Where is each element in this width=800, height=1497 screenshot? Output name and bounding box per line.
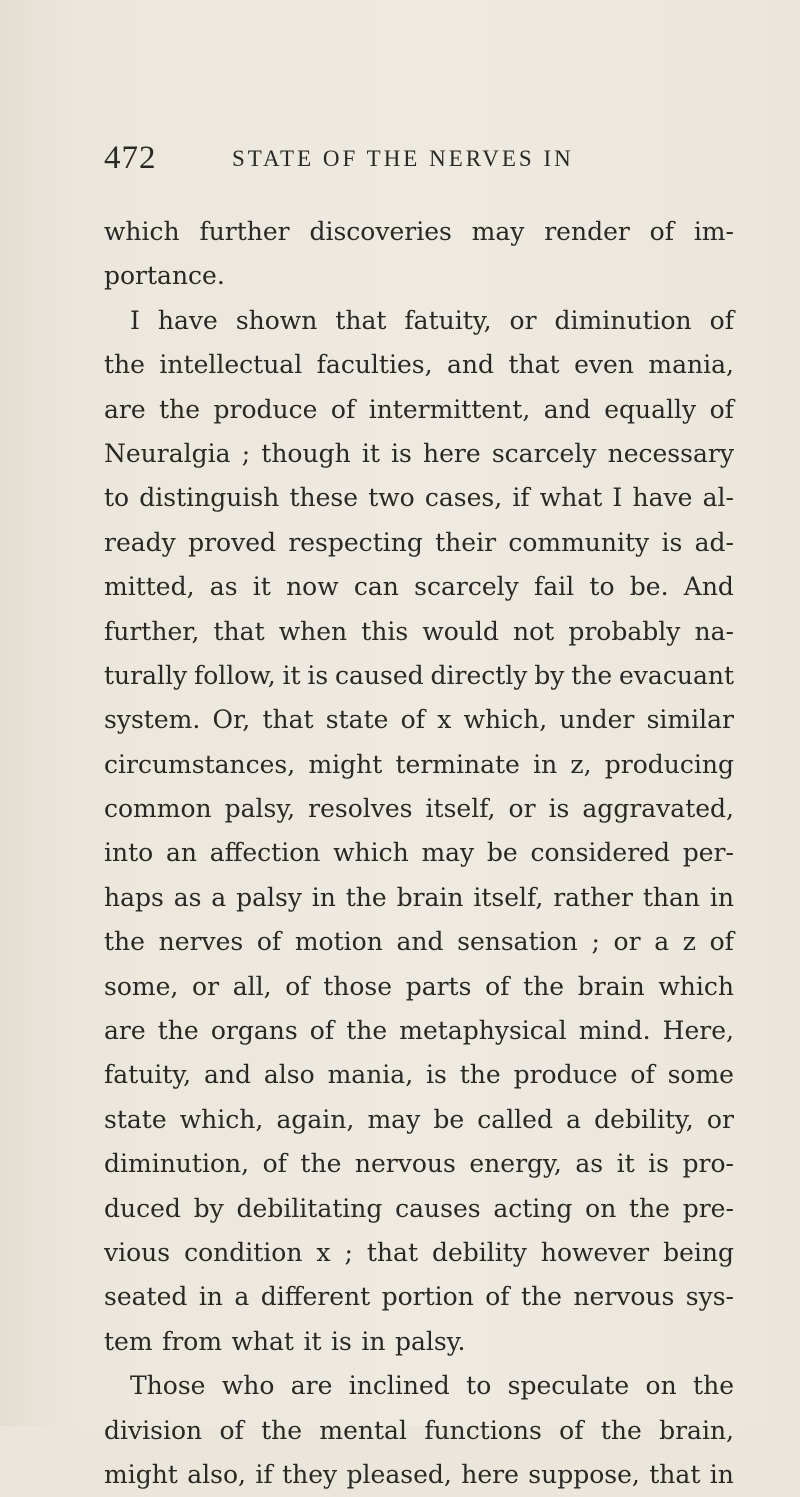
- text-line: [104, 521, 734, 565]
- word: pleased,: [346, 1459, 452, 1489]
- word: z,: [570, 749, 592, 779]
- word: some,: [104, 971, 179, 1001]
- word: the: [346, 1016, 388, 1046]
- word: Neuralgia: [104, 438, 231, 468]
- word: further,: [104, 616, 200, 646]
- word: which: [104, 217, 180, 246]
- word: inclined: [348, 1371, 450, 1401]
- word: common: [104, 794, 212, 824]
- word: pro-: [682, 1149, 734, 1179]
- word: which,: [463, 705, 548, 735]
- word: again,: [276, 1104, 355, 1134]
- text-line: [104, 1009, 734, 1053]
- word: itself,: [425, 794, 496, 824]
- word: intellectual: [159, 350, 303, 380]
- word: the: [693, 1371, 734, 1401]
- word: diminution: [554, 305, 692, 335]
- word: produce: [513, 1060, 618, 1090]
- word: haps: [104, 882, 164, 912]
- word: or: [508, 794, 536, 824]
- running-head: STATE OF THE NERVES IN: [232, 146, 574, 171]
- word: scarcely: [491, 438, 597, 468]
- word: community: [508, 527, 650, 557]
- word: energy,: [469, 1149, 562, 1179]
- word: producing: [604, 749, 734, 779]
- word: by: [193, 1193, 224, 1223]
- word: directly: [430, 660, 528, 690]
- word: parts: [405, 971, 472, 1001]
- word: or: [613, 927, 641, 957]
- word: And: [683, 572, 734, 602]
- word: of: [630, 1060, 655, 1090]
- word: of: [485, 1282, 510, 1312]
- word: palsy.: [394, 1326, 466, 1356]
- word: the: [157, 1016, 199, 1046]
- word: it: [361, 438, 380, 468]
- word: seated: [104, 1282, 188, 1312]
- word: from: [162, 1326, 223, 1356]
- page-number: 472: [104, 140, 157, 176]
- text-line: [104, 610, 734, 654]
- word: and: [447, 350, 495, 380]
- word: or: [706, 1104, 734, 1134]
- word: the: [104, 350, 145, 380]
- word: follow,: [193, 660, 276, 690]
- word: these: [289, 483, 359, 513]
- word: is: [307, 660, 329, 690]
- word: different: [260, 1282, 371, 1312]
- word: are: [104, 1016, 146, 1046]
- word: z: [682, 927, 696, 957]
- page-header: [104, 138, 724, 178]
- text-line: [104, 920, 734, 964]
- word: duced: [104, 1193, 181, 1223]
- word: some: [667, 1060, 734, 1090]
- word: Those: [130, 1371, 206, 1401]
- word: vious: [104, 1237, 171, 1267]
- word: acting: [493, 1193, 573, 1223]
- word: na-: [694, 616, 734, 646]
- text-line: [104, 743, 734, 787]
- word: would: [422, 616, 499, 646]
- word: can: [353, 572, 399, 602]
- word: resolves: [308, 794, 413, 824]
- word: is: [426, 1060, 447, 1090]
- word: distinguish: [139, 483, 280, 513]
- word: cases,: [424, 483, 503, 513]
- word: speculate: [507, 1371, 630, 1401]
- word: portion: [381, 1282, 474, 1312]
- word: the: [459, 1060, 501, 1090]
- word: and: [543, 394, 591, 424]
- word: ready: [104, 527, 176, 557]
- word: the: [159, 394, 201, 424]
- word: called: [477, 1104, 553, 1134]
- word: the: [104, 927, 145, 957]
- word: to: [466, 1371, 492, 1401]
- word: who: [221, 1371, 275, 1401]
- word: into: [104, 838, 154, 868]
- word: is: [331, 1326, 352, 1356]
- word: of: [709, 927, 734, 957]
- word: are: [290, 1371, 333, 1401]
- word: of: [219, 1415, 244, 1445]
- text-line: [104, 1409, 734, 1453]
- word: al-: [702, 483, 734, 513]
- word: that: [366, 1237, 418, 1267]
- word: suppose,: [528, 1459, 640, 1489]
- word: turally: [104, 660, 188, 690]
- word: to: [104, 483, 130, 513]
- word: the: [600, 1415, 642, 1445]
- word: aggravated,: [582, 794, 734, 824]
- word: nervous: [354, 1149, 456, 1179]
- word: in: [709, 882, 734, 912]
- word: which,: [179, 1104, 264, 1134]
- word: in: [709, 1459, 734, 1489]
- word: of: [709, 305, 734, 335]
- word: motion: [294, 927, 383, 957]
- word: brain: [396, 882, 464, 912]
- word: on: [645, 1371, 677, 1401]
- text-line: [104, 965, 734, 1009]
- word: division: [104, 1415, 203, 1445]
- word: is: [391, 438, 412, 468]
- word: ;: [591, 927, 600, 957]
- text-line: [104, 1053, 734, 1097]
- word: of: [649, 217, 674, 246]
- word: scarcely: [414, 572, 519, 602]
- word: and: [204, 1060, 252, 1090]
- word: in: [361, 1326, 386, 1356]
- word: I: [612, 483, 623, 513]
- word: if: [512, 483, 530, 513]
- word: the: [345, 882, 387, 912]
- text-line: [104, 343, 734, 387]
- word: it: [252, 572, 271, 602]
- word: the: [520, 1282, 562, 1312]
- word: condition: [184, 1237, 303, 1267]
- word: here: [423, 438, 481, 468]
- word: that: [213, 616, 265, 646]
- word: im-: [693, 217, 734, 246]
- word: are: [104, 394, 146, 424]
- text-line: [104, 1142, 734, 1186]
- word: this: [361, 616, 409, 646]
- word: the: [523, 971, 565, 1001]
- word: I: [130, 305, 140, 335]
- word: of: [559, 1415, 584, 1445]
- word: brain,: [659, 1415, 734, 1445]
- word: organs: [210, 1016, 298, 1046]
- word: in: [198, 1282, 223, 1312]
- word: even: [574, 350, 634, 380]
- word: those: [323, 971, 393, 1001]
- word: fatuity,: [104, 1060, 192, 1090]
- word: shown: [235, 305, 318, 335]
- word: it: [282, 660, 301, 690]
- word: nervous: [573, 1282, 675, 1312]
- word: sensation: [457, 927, 578, 957]
- text-line: [104, 1187, 734, 1231]
- word: be: [486, 838, 518, 868]
- word: pre-: [682, 1193, 734, 1223]
- word: circumstances,: [104, 749, 296, 779]
- word: considered: [530, 838, 670, 868]
- word: equally: [604, 394, 697, 424]
- text-line: [104, 787, 734, 831]
- word: which: [333, 838, 409, 868]
- text-line: [104, 1275, 734, 1319]
- word: an: [165, 838, 197, 868]
- text-line: [104, 1364, 734, 1408]
- word: a: [654, 927, 670, 957]
- word: further: [199, 217, 290, 246]
- word: mitted,: [104, 572, 195, 602]
- word: x: [316, 1237, 331, 1267]
- text-line: [104, 1231, 734, 1275]
- text-line: [104, 432, 734, 476]
- text-line: [104, 876, 734, 920]
- word: tem: [104, 1326, 153, 1356]
- word: mind.: [578, 1016, 651, 1046]
- word: of: [709, 394, 734, 424]
- word: ;: [344, 1237, 353, 1267]
- text-line: [104, 210, 734, 254]
- word: that: [335, 305, 387, 335]
- word: of: [256, 927, 282, 957]
- word: ;: [241, 438, 251, 468]
- word: evacuant: [619, 660, 734, 690]
- word: or: [509, 305, 537, 335]
- word: on: [585, 1193, 617, 1223]
- word: of: [285, 971, 310, 1001]
- word: affection: [209, 838, 321, 868]
- word: Here,: [662, 1016, 734, 1046]
- word: be: [433, 1104, 465, 1134]
- text-line: [104, 565, 734, 609]
- word: may: [471, 217, 525, 246]
- word: rather: [553, 882, 633, 912]
- word: now: [286, 572, 339, 602]
- word: mental: [319, 1415, 407, 1445]
- word: ad-: [694, 527, 734, 557]
- word: also: [263, 1060, 315, 1090]
- word: terminate: [395, 749, 520, 779]
- word: debility,: [594, 1104, 694, 1134]
- text-line: [104, 1453, 734, 1497]
- word: causes: [395, 1193, 481, 1223]
- word: fail: [534, 572, 575, 602]
- word: they: [282, 1459, 338, 1489]
- word: probably: [568, 616, 681, 646]
- word: similar: [646, 705, 734, 735]
- word: respecting: [288, 527, 423, 557]
- word: a: [566, 1104, 582, 1134]
- word: which: [658, 971, 734, 1001]
- word: of: [262, 1149, 287, 1179]
- word: all,: [232, 971, 272, 1001]
- text-line: [104, 388, 734, 432]
- word: x: [437, 705, 452, 735]
- word: debilitating: [236, 1193, 383, 1223]
- word: is: [661, 527, 683, 557]
- word: what: [539, 483, 603, 513]
- word: have: [157, 305, 218, 335]
- word: necessary: [607, 438, 734, 468]
- word: palsy,: [224, 794, 296, 824]
- word: a: [234, 1282, 250, 1312]
- word: to: [589, 572, 615, 602]
- word: what: [231, 1326, 294, 1356]
- word: debility: [431, 1237, 527, 1267]
- word: state: [104, 1104, 167, 1134]
- body-text: [104, 210, 734, 1497]
- word: that: [262, 705, 314, 735]
- word: produce: [213, 394, 318, 424]
- word: that: [649, 1459, 701, 1489]
- word: Or,: [212, 705, 251, 735]
- text-line: [104, 831, 734, 875]
- word: mania,: [327, 1060, 414, 1090]
- text-line: [104, 654, 734, 698]
- word: in: [533, 749, 558, 779]
- word: though: [261, 438, 351, 468]
- word: palsy: [236, 882, 302, 912]
- word: state: [325, 705, 389, 735]
- word: mania,: [648, 350, 734, 380]
- word: of: [400, 705, 425, 735]
- word: that: [508, 350, 560, 380]
- word: under: [559, 705, 635, 735]
- word: metaphysical: [399, 1016, 567, 1046]
- word: itself,: [473, 882, 544, 912]
- word: in: [311, 882, 336, 912]
- word: might: [104, 1459, 178, 1489]
- word: of: [330, 394, 356, 424]
- word: it: [303, 1326, 322, 1356]
- text-line: [104, 1320, 734, 1364]
- word: is: [648, 1149, 669, 1179]
- text-line: [104, 698, 734, 742]
- word: may: [367, 1104, 421, 1134]
- word: as: [575, 1149, 604, 1179]
- word: of: [309, 1016, 335, 1046]
- word: sys-: [685, 1282, 734, 1312]
- word: here: [461, 1459, 519, 1489]
- word: their: [435, 527, 497, 557]
- word: system.: [104, 705, 201, 735]
- word: have: [632, 483, 693, 513]
- word: it: [616, 1149, 635, 1179]
- word: of: [485, 971, 510, 1001]
- word: when: [278, 616, 348, 646]
- word: than: [642, 882, 700, 912]
- word: the: [300, 1149, 342, 1179]
- word: diminution,: [104, 1149, 250, 1179]
- word: also,: [187, 1459, 246, 1489]
- word: however: [540, 1237, 650, 1267]
- word: if: [255, 1459, 273, 1489]
- word: intermittent,: [368, 394, 531, 424]
- word: discoveries: [309, 217, 452, 246]
- word: is: [548, 794, 570, 824]
- word: fatuity,: [404, 305, 492, 335]
- word: proved: [188, 527, 277, 557]
- word: a: [211, 882, 227, 912]
- word: by: [534, 660, 565, 690]
- text-line: [104, 1098, 734, 1142]
- word: portance.: [104, 261, 225, 291]
- word: or: [192, 971, 220, 1001]
- text-line: [104, 476, 734, 520]
- word: not: [513, 616, 555, 646]
- word: as: [209, 572, 238, 602]
- word: render: [544, 217, 630, 246]
- word: nerves: [158, 927, 244, 957]
- word: faculties,: [316, 350, 433, 380]
- word: caused: [335, 660, 424, 690]
- text-line: [104, 254, 734, 298]
- word: may: [421, 838, 475, 868]
- text-line: [104, 299, 734, 343]
- word: be.: [629, 572, 669, 602]
- word: brain: [577, 971, 645, 1001]
- word: functions: [424, 1415, 542, 1445]
- word: the: [261, 1415, 303, 1445]
- word: per-: [682, 838, 734, 868]
- word: the: [629, 1193, 670, 1223]
- word: and: [396, 927, 444, 957]
- word: as: [173, 882, 202, 912]
- word: two: [368, 483, 415, 513]
- word: being: [663, 1237, 734, 1267]
- word: the: [571, 660, 613, 690]
- word: might: [308, 749, 383, 779]
